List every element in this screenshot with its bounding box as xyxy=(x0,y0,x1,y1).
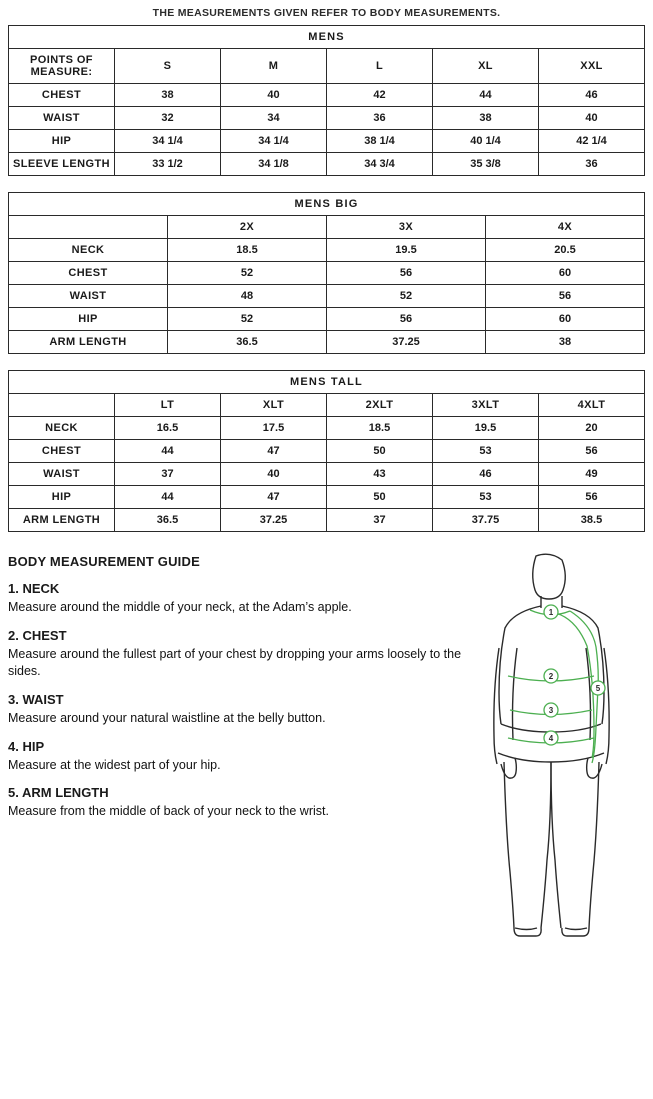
cell: 36 xyxy=(539,153,645,176)
guide-item-text-neck: Measure around the middle of your neck, at the Adam’s apple. xyxy=(8,600,352,614)
cell: 46 xyxy=(433,463,539,486)
figure-marker-3: 3 xyxy=(548,706,554,715)
row-label: CHEST xyxy=(9,262,168,285)
guide-item-text-arm-length: Measure from the middle of back of your neck to the wrist. xyxy=(8,804,329,819)
cell: 34 xyxy=(221,107,327,130)
cell: 36.5 xyxy=(115,509,221,532)
row-label: HIP xyxy=(9,308,168,331)
table-row xyxy=(9,417,645,440)
body-figure-illustration xyxy=(458,548,643,943)
figure-marker-1: 1 xyxy=(548,608,554,617)
guide-text-column xyxy=(8,554,478,820)
table-row xyxy=(9,331,645,354)
table-row xyxy=(9,440,645,463)
cell: 47 xyxy=(221,440,327,463)
column-header-s: S xyxy=(115,49,221,84)
row-label: HIP xyxy=(9,130,115,153)
cell: 49 xyxy=(539,463,645,486)
cell: 40 xyxy=(539,107,645,130)
cell: 60 xyxy=(486,262,645,285)
table-row xyxy=(9,262,645,285)
cell: 56 xyxy=(327,262,486,285)
cell: 37 xyxy=(327,509,433,532)
guide-item-title-waist: 3. WAIST xyxy=(8,691,64,707)
cell: 50 xyxy=(327,440,433,463)
cell: 48 xyxy=(168,285,327,308)
cell: 37.25 xyxy=(221,509,327,532)
cell: 44 xyxy=(115,486,221,509)
table-row xyxy=(9,239,645,262)
top-note: THE MEASUREMENTS GIVEN REFER TO BODY MEASUREMENTS. xyxy=(152,7,501,19)
column-header-xxl: XXL xyxy=(539,49,645,84)
cell: 56 xyxy=(539,486,645,509)
table-header-row xyxy=(9,394,645,417)
cell: 18.5 xyxy=(327,417,433,440)
table-title xyxy=(9,371,645,394)
size-table-mens-big xyxy=(8,192,645,354)
cell: 36 xyxy=(327,107,433,130)
table-title-bold: TALL xyxy=(330,376,363,388)
row-label: NECK xyxy=(9,417,115,440)
cell: 42 1/4 xyxy=(539,130,645,153)
row-label: SLEEVE LENGTH xyxy=(9,153,115,176)
guide-item-title-arm-length: 5. ARM LENGTH xyxy=(8,785,109,801)
table-title-row xyxy=(9,193,645,216)
table-row xyxy=(9,509,645,532)
cell: 37 xyxy=(115,463,221,486)
cell: 34 1/4 xyxy=(221,130,327,153)
cell: 19.5 xyxy=(433,417,539,440)
cell: 36.5 xyxy=(168,331,327,354)
column-header-lt: LT xyxy=(115,394,221,417)
cell: 56 xyxy=(539,440,645,463)
column-header-3xlt: 3XLT xyxy=(433,394,539,417)
table-row xyxy=(9,84,645,107)
row-label: ARM LENGTH xyxy=(9,331,168,354)
cell: 44 xyxy=(433,84,539,107)
column-header-4x: 4X xyxy=(486,216,645,239)
column-header-2x: 2X xyxy=(168,216,327,239)
cell: 20.5 xyxy=(486,239,645,262)
column-header-measure: POINTS OF MEASURE: xyxy=(9,49,115,84)
cell: 38 1/4 xyxy=(327,130,433,153)
cell: 20 xyxy=(539,417,645,440)
guide-item-text-hip: Measure at the widest part of your hip. xyxy=(8,757,221,772)
column-header-xl: XL xyxy=(433,49,539,84)
figure-marker-2: 2 xyxy=(548,672,554,681)
guide-heading: BODY MEASUREMENT GUIDE xyxy=(8,554,200,569)
guide-item-text-chest: Measure around the fullest part of your chest by dropping your arms loosely to the sides. xyxy=(8,646,462,678)
size-table-mens-tall xyxy=(8,370,645,532)
table-title xyxy=(9,26,645,49)
table-title-row xyxy=(9,26,645,49)
cell: 60 xyxy=(486,308,645,331)
column-header-blank xyxy=(9,394,115,417)
table-row xyxy=(9,153,645,176)
table-title-plain: MENS xyxy=(290,376,331,388)
cell: 18.5 xyxy=(168,239,327,262)
guide-item-title-hip: 4. HIP xyxy=(8,738,45,754)
table-title-bold: BIG xyxy=(335,198,359,210)
cell: 37.75 xyxy=(433,509,539,532)
column-header-3x: 3X xyxy=(327,216,486,239)
size-table-mens xyxy=(8,25,645,176)
column-header-2xlt: 2XLT xyxy=(327,394,433,417)
column-header-blank xyxy=(9,216,168,239)
cell: 16.5 xyxy=(115,417,221,440)
cell: 52 xyxy=(168,262,327,285)
table-row xyxy=(9,308,645,331)
table-row xyxy=(9,285,645,308)
cell: 33 1/2 xyxy=(115,153,221,176)
row-label: ARM LENGTH xyxy=(9,509,115,532)
cell: 56 xyxy=(327,308,486,331)
cell: 19.5 xyxy=(327,239,486,262)
row-label: CHEST xyxy=(9,440,115,463)
table-title-plain: MENS xyxy=(308,31,345,43)
row-label: WAIST xyxy=(9,107,115,130)
cell: 47 xyxy=(221,486,327,509)
table-title-row xyxy=(9,371,645,394)
cell: 53 xyxy=(433,486,539,509)
cell: 56 xyxy=(486,285,645,308)
column-header-l: L xyxy=(327,49,433,84)
cell: 32 xyxy=(115,107,221,130)
figure-marker-5: 5 xyxy=(595,684,601,693)
cell: 46 xyxy=(539,84,645,107)
table-header-row xyxy=(9,49,645,84)
column-header-4xlt: 4XLT xyxy=(539,394,645,417)
row-label: NECK xyxy=(9,239,168,262)
cell: 53 xyxy=(433,440,539,463)
table-row xyxy=(9,130,645,153)
row-label: WAIST xyxy=(9,463,115,486)
figure-marker-4: 4 xyxy=(548,734,554,743)
table-title-plain: MENS xyxy=(294,198,336,210)
guide-item-text-waist: Measure around your natural waistline at the belly button. xyxy=(8,710,326,725)
cell: 35 3/8 xyxy=(433,153,539,176)
cell: 42 xyxy=(327,84,433,107)
cell: 38 xyxy=(433,107,539,130)
guide-item-title-chest: 2. CHEST xyxy=(8,627,67,643)
table-row xyxy=(9,463,645,486)
cell: 50 xyxy=(327,486,433,509)
guide-item-title-neck: 1. NECK xyxy=(8,581,60,596)
table-header-row xyxy=(9,216,645,239)
cell: 34 1/4 xyxy=(115,130,221,153)
cell: 38 xyxy=(486,331,645,354)
cell: 38.5 xyxy=(539,509,645,532)
row-label: HIP xyxy=(9,486,115,509)
cell: 34 3/4 xyxy=(327,153,433,176)
cell: 34 1/8 xyxy=(221,153,327,176)
cell: 40 xyxy=(221,463,327,486)
column-header-xlt: XLT xyxy=(221,394,327,417)
cell: 37.25 xyxy=(327,331,486,354)
row-label: WAIST xyxy=(9,285,168,308)
column-header-m: M xyxy=(221,49,327,84)
cell: 40 1/4 xyxy=(433,130,539,153)
cell: 52 xyxy=(168,308,327,331)
cell: 44 xyxy=(115,440,221,463)
cell: 17.5 xyxy=(221,417,327,440)
cell: 52 xyxy=(327,285,486,308)
body-diagram-icon xyxy=(458,548,643,943)
table-row xyxy=(9,107,645,130)
cell: 38 xyxy=(115,84,221,107)
cell: 40 xyxy=(221,84,327,107)
cell: 43 xyxy=(327,463,433,486)
table-row xyxy=(9,486,645,509)
table-title xyxy=(9,193,645,216)
body-measurement-guide xyxy=(8,548,645,928)
row-label: CHEST xyxy=(9,84,115,107)
